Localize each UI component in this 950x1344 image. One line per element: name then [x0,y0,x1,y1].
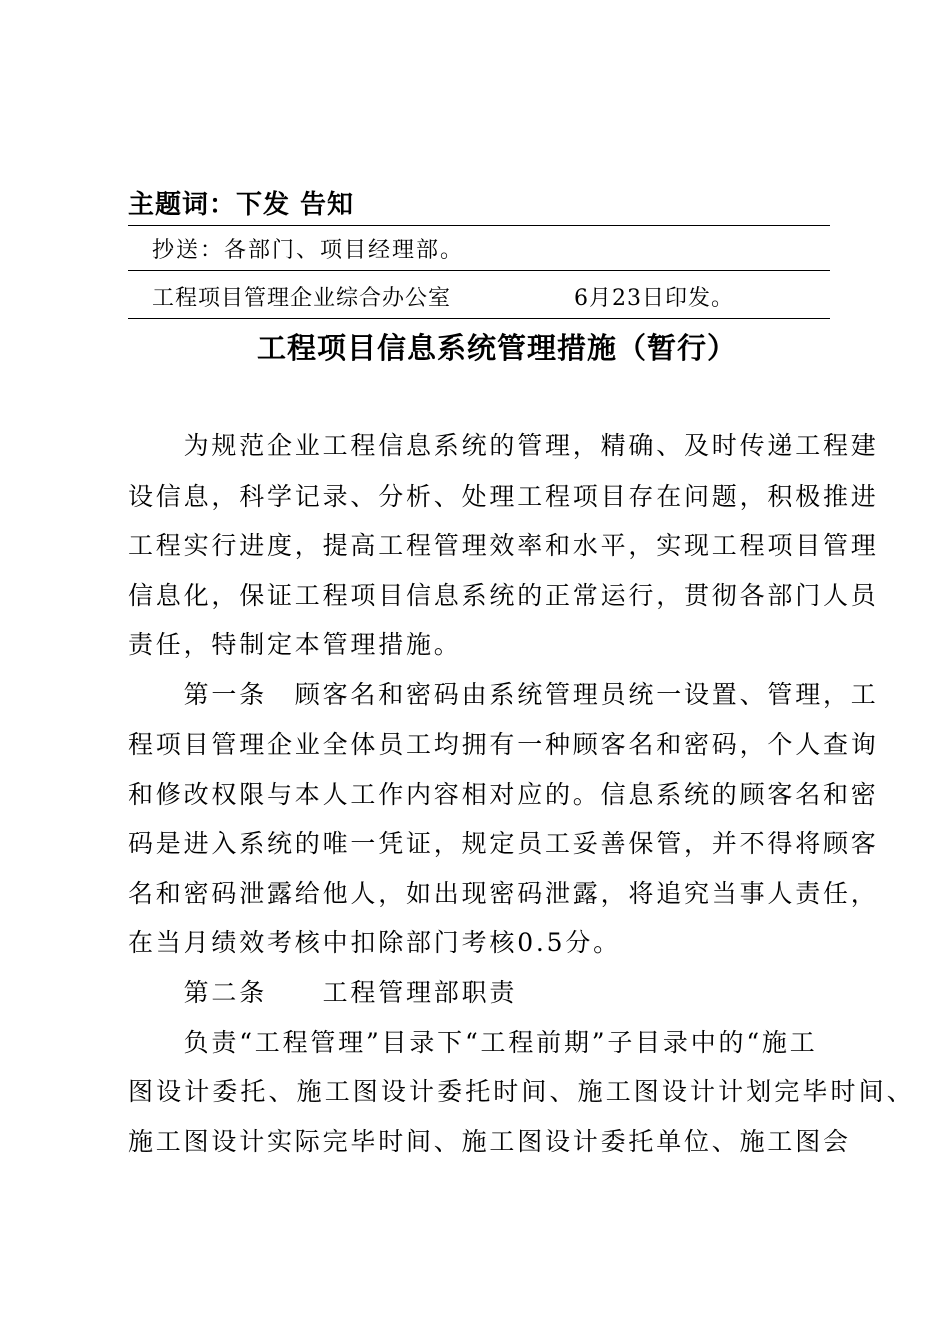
body-line: 责任，特制定本管理措施。 [128,630,462,659]
body-line: 第一条 顾客名和密码由系统管理员统一设置、管理，工 [128,680,879,709]
body-line: 名和密码泄露给他人，如出现密码泄露，将追究当事人责任， [128,879,879,908]
issue-date: 6月23日印发。 [574,286,734,311]
document-title [0,328,950,368]
body-line: 施工图设计实际完毕时间、施工图设计委托单位、施工图会 [128,1127,851,1156]
divider-line [128,318,830,319]
body-line: 信息化，保证工程项目信息系统的正常运行，贯彻各部门人员 [128,581,879,610]
divider-line [128,270,830,271]
body-line: 工程实行进度，提高工程管理效率和水平，实现工程项目管理 [128,531,879,560]
body-line: 和修改权限与本人工作内容相对应的。信息系统的顾客名和密 [128,780,879,809]
body-line: 图设计委托、施工图设计委托时间、施工图设计计划完毕时间、 [128,1077,915,1106]
body-line: 程项目管理企业全体员工均拥有一种顾客名和密码，个人查询 [128,730,879,759]
body-line: 在当月绩效考核中扣除部门考核0.5分。 [128,928,621,957]
issuer-name: 工程项目管理企业综合办公室 [152,286,452,311]
cc-recipients: 抄送：各部门、项目经理部。 [152,238,465,263]
body-line: 第二条 工程管理部职责 [128,978,518,1007]
subject-keywords-text: 主题词：下发 告知 [128,190,355,220]
document-title-text: 工程项目信息系统管理措施（暂行） [256,331,737,365]
subject-keywords [128,188,354,222]
body-line: 设信息，科学记录、分析、处理工程项目存在问题，积极推进 [128,482,879,511]
body-line: 为规范企业工程信息系统的管理，精确、及时传递工程建 [128,431,879,460]
issuer-row [152,284,812,314]
body-line: 负责“工程管理”目录下“工程前期”子目录中的“施工 [128,1028,818,1057]
divider-line [128,225,830,226]
body-line: 码是进入系统的唯一凭证，规定员工妥善保管，并不得将顾客 [128,829,879,858]
